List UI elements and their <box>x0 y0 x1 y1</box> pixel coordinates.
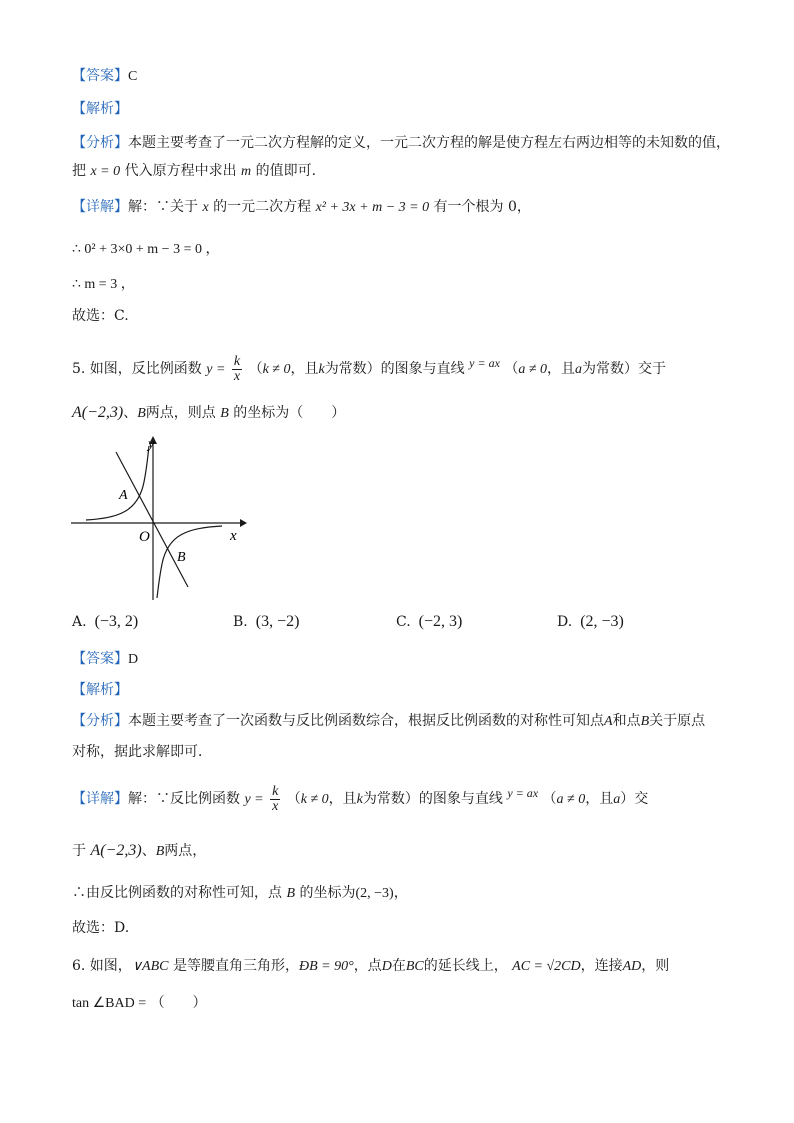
q5-conclusion <box>72 883 408 904</box>
detail-text: ，且 <box>328 791 357 807</box>
option-letter: B. <box>233 614 248 630</box>
detail-text: ）交 <box>620 791 649 807</box>
detail-text: 两点， <box>164 843 207 859</box>
math-variable: B <box>640 714 650 729</box>
math-variable: D <box>381 959 392 974</box>
q5-graph <box>68 432 248 600</box>
math-expression: y = <box>244 792 264 807</box>
detail-text: 有一个根为 0， <box>433 199 531 215</box>
fenxi-text: 把 <box>72 163 86 179</box>
detail-text: ∴由反比例函数的对称性可知，点 <box>72 885 282 901</box>
math-expression: y = <box>206 362 226 377</box>
q4-fenxi-line2 <box>72 161 316 182</box>
math-expression: ÐB = 90° <box>298 959 354 974</box>
q5-stem-line2 <box>72 403 345 424</box>
detail-text: 的坐标为 <box>299 885 356 901</box>
math-variable: AD <box>622 959 642 974</box>
math-expression: k ≠ 0 <box>300 792 329 807</box>
math-variable: m <box>241 164 252 179</box>
option-a[interactable] <box>72 612 138 632</box>
option-d[interactable] <box>557 612 624 632</box>
line-y-ax <box>116 452 188 587</box>
q4-fenxi-line1 <box>72 133 730 153</box>
q5-stem-line1 <box>72 346 666 387</box>
axis-label-y: y <box>148 437 155 452</box>
analysis-tag: 【解析】 <box>72 101 128 117</box>
q5-detail-line2 <box>72 841 206 862</box>
fenxi-text: 代入原方程中求出 <box>124 163 237 179</box>
math-variable: k <box>318 362 325 377</box>
math-expression: y = ax <box>507 786 539 800</box>
detail-text: （ <box>286 791 301 807</box>
q4-answer-line <box>72 66 137 87</box>
q5-analysis-heading <box>72 680 128 700</box>
x-axis-arrow-icon <box>240 519 247 527</box>
option-value: (−2, 3) <box>418 613 463 630</box>
answer-value: D <box>128 652 139 667</box>
analysis-tag: 【解析】 <box>72 682 128 698</box>
fenxi-text: 对称，据此求解即可． <box>72 744 212 760</box>
hyperbola-branch-upper <box>86 446 149 520</box>
option-value: (3, −2) <box>255 613 300 630</box>
detail-tag: 【详解】 <box>72 791 128 807</box>
question-text: 在 <box>391 958 406 974</box>
math-expression: y = ax <box>469 356 500 370</box>
question-text: 为常数）交于 <box>582 361 667 377</box>
question-text: 、 <box>123 405 138 421</box>
answer-tag: 【答案】 <box>72 68 128 84</box>
question-text: （ ） <box>150 995 207 1011</box>
fenxi-tag: 【分析】 <box>72 135 128 151</box>
choose-text: 故选：C. <box>72 308 129 324</box>
math-variable: k <box>356 792 363 807</box>
math-equation: x² + 3x + m − 3 = 0 <box>315 200 430 215</box>
choose-text: 故选：D. <box>72 920 130 936</box>
fraction-denominator: x <box>233 368 241 384</box>
option-c[interactable] <box>396 612 462 632</box>
detail-text: 为常数）的图象与直线 <box>362 791 503 807</box>
math-variable: a <box>613 792 621 807</box>
math-expression: k ≠ 0 <box>262 362 291 377</box>
math-step: ∴ m = 3 ， <box>72 277 135 292</box>
fraction <box>232 355 242 384</box>
q5-answer-line <box>72 649 138 670</box>
math-expression: a ≠ 0 <box>556 792 586 807</box>
question-text: ，点 <box>353 958 382 974</box>
axis-label-x: x <box>230 528 237 544</box>
math-expression: x = 0 <box>90 164 121 179</box>
q5-fenxi-line2 <box>72 742 212 762</box>
math-point: A(−2,3) <box>90 842 142 859</box>
detail-text: 的一元二次方程 <box>213 199 312 215</box>
math-expression: ∨ABC <box>131 959 169 974</box>
question-text: （ <box>504 361 519 377</box>
detail-text: ， <box>393 885 408 901</box>
fraction-denominator: x <box>272 798 279 814</box>
option-letter: A. <box>72 614 87 630</box>
math-variable: B <box>220 406 229 421</box>
point-label-a: A <box>119 488 128 503</box>
math-variable: B <box>137 406 146 421</box>
math-expression: a ≠ 0 <box>518 362 548 377</box>
math-step: ∴ 0² + 3×0 + m − 3 = 0 ， <box>72 242 220 257</box>
fenxi-tag: 【分析】 <box>72 713 128 729</box>
math-point: (2, −3) <box>355 886 394 901</box>
detail-tag: 【详解】 <box>72 199 128 215</box>
math-variable: B <box>155 844 165 859</box>
q5-choose <box>72 918 129 938</box>
detail-text: （ <box>542 791 557 807</box>
q4-choose <box>72 306 129 326</box>
math-variable: B <box>286 886 296 901</box>
detail-text: 解：∵关于 <box>128 199 198 215</box>
origin-label: O <box>139 529 150 545</box>
fenxi-text: 本题主要考查了一次函数与反比例函数综合，根据反比例函数的对称性可知点 <box>128 713 604 729</box>
question-text: ，连接 <box>580 958 623 974</box>
fraction-numerator: k <box>272 783 279 799</box>
question-text: 的坐标为（ ） <box>233 405 346 421</box>
option-value: (2, −3) <box>580 613 624 630</box>
detail-text: 解：∵反比例函数 <box>128 791 240 807</box>
point-label-b: B <box>177 550 186 565</box>
option-letter: D. <box>557 614 573 630</box>
fenxi-text: 和点 <box>612 713 641 729</box>
question-text: 的延长线上， <box>423 958 508 974</box>
question-text: 两点，则点 <box>145 405 216 421</box>
fenxi-text: 本题主要考查了一元二次方程解的定义，一元二次方程的解是使方程左右两边相等的未知数的值， <box>128 135 730 151</box>
question-text: 为常数）的图象与直线 <box>324 361 465 377</box>
hyperbola-branch-lower <box>157 526 222 598</box>
fraction <box>270 785 280 814</box>
fenxi-text: 关于原点 <box>649 713 706 729</box>
math-point: A(−2,3) <box>72 404 124 421</box>
q4-analysis-heading <box>72 99 128 119</box>
math-variable: A <box>604 714 613 729</box>
detail-text: ，且 <box>585 791 614 807</box>
q5-fenxi-line1 <box>72 711 705 732</box>
q6-stem-line1 <box>72 956 669 977</box>
q4-detail-line <box>72 197 531 218</box>
math-variable: x <box>202 200 209 215</box>
question-text: 6. 如图， <box>72 958 132 974</box>
question-text: ，则 <box>641 958 670 974</box>
detail-text: 于 <box>72 843 86 859</box>
fenxi-text: 的值即可. <box>255 163 317 179</box>
question-text: 5. 如图，反比例函数 <box>72 361 202 377</box>
math-variable: a <box>575 362 583 377</box>
math-variable: BC <box>405 959 424 974</box>
answer-tag: 【答案】 <box>72 651 128 667</box>
q5-detail-line1 <box>72 776 648 817</box>
math-equation: AC = √2CD <box>512 959 581 974</box>
math-expression: tan ∠BAD = <box>72 996 147 1011</box>
answer-value: C <box>128 69 138 84</box>
option-b[interactable] <box>233 612 299 632</box>
question-text: ，且 <box>547 361 576 377</box>
detail-text: 、 <box>141 843 156 859</box>
q4-step2 <box>72 274 135 295</box>
q6-stem-line2 <box>72 993 207 1014</box>
question-text: ，且 <box>290 361 319 377</box>
option-letter: C. <box>396 614 411 630</box>
option-value: (−3, 2) <box>94 613 139 630</box>
question-text: （ <box>248 361 263 377</box>
question-text: 是等腰直角三角形， <box>172 958 299 974</box>
q4-step1 <box>72 239 219 260</box>
fraction-numerator: k <box>233 353 241 369</box>
